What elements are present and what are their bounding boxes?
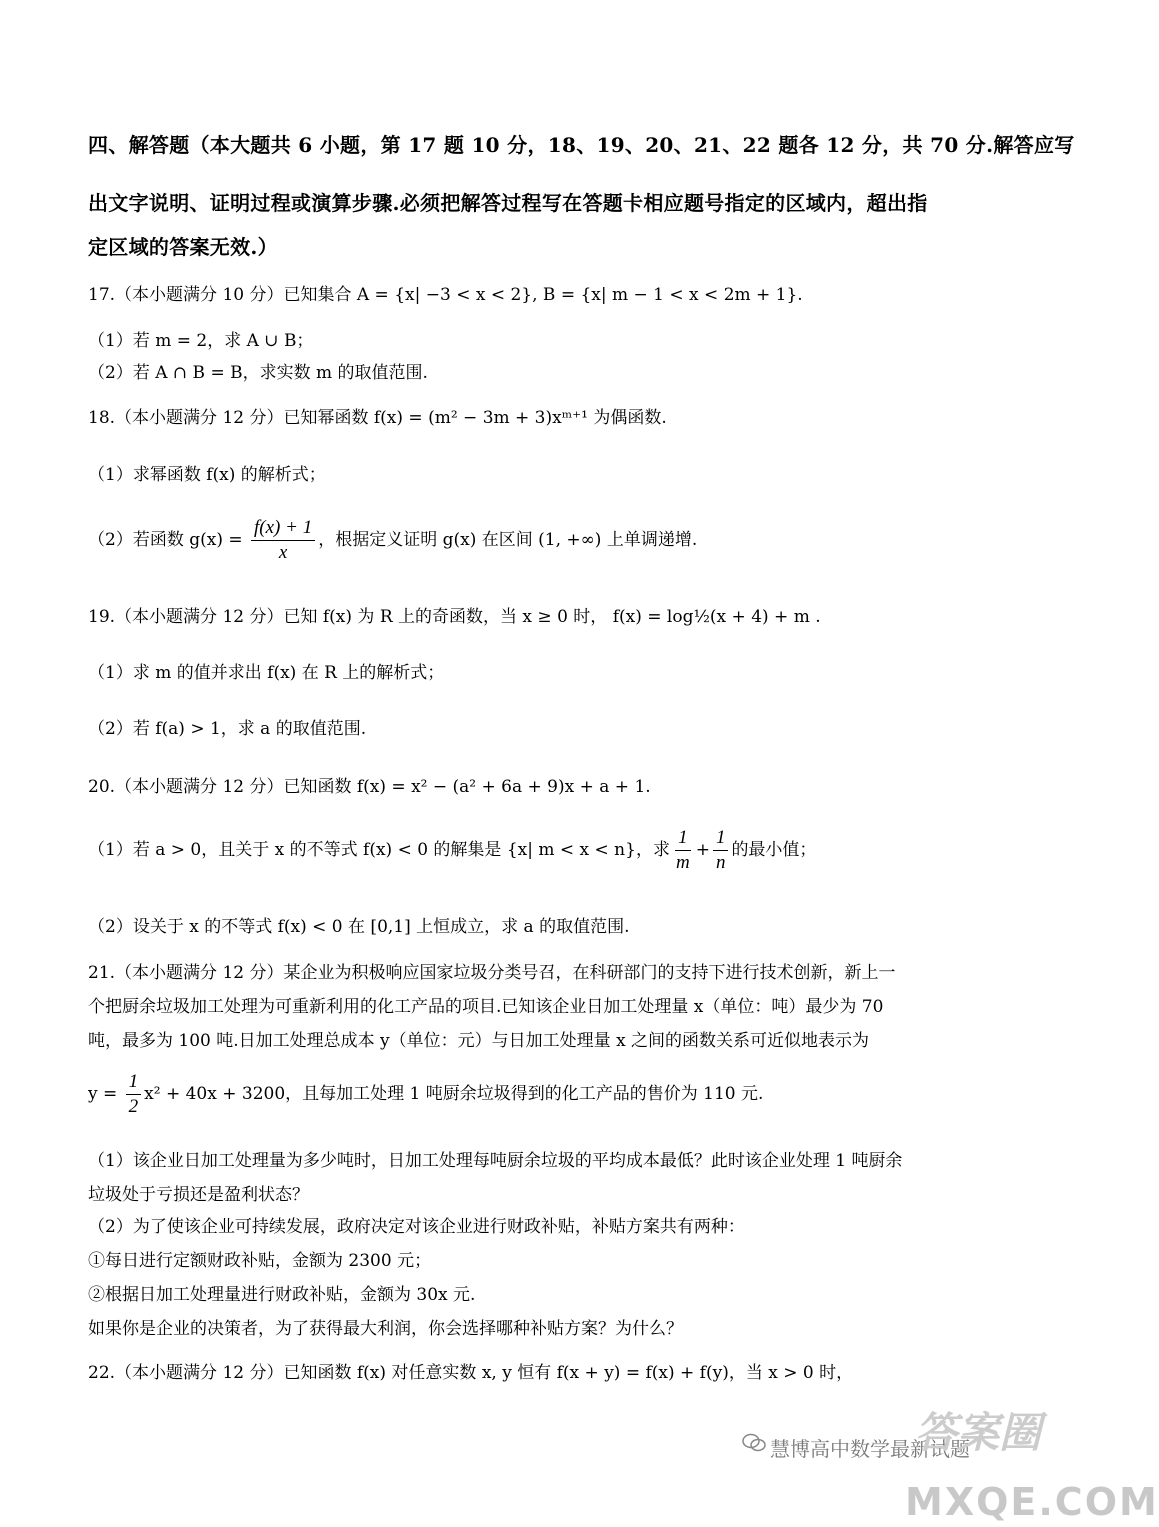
- q21-stem-line-1: 21.（本小题满分 12 分）某企业为积极响应国家垃圾分类号召，在科研部门的支持下进行技术创新，新上一: [88, 963, 896, 983]
- q21-formula-lead: y =: [88, 1084, 123, 1104]
- q21-fraction-numerator: 1: [126, 1070, 142, 1095]
- q20-part-1-lead: （1）若 a > 0，且关于 x 的不等式 f(x) < 0 的解集是 {x| m < x < n}，求: [88, 840, 670, 860]
- q17-stem: 17.（本小题满分 10 分）已知集合 A = {x| −3 < x < 2}, B = {x| m − 1 < x < 2m + 1}.: [88, 285, 803, 305]
- q21-question: 如果你是企业的决策者，为了获得最大利润，你会选择哪种补贴方案？为什么？: [88, 1319, 683, 1339]
- q21-stem-line-3: 吨，最多为 100 吨.日加工处理总成本 y（单位：元）与日加工处理量 x 之间的函数关系可近似地表示为: [88, 1031, 870, 1051]
- q18-part-2: [88, 516, 697, 565]
- q20-stem: 20.（本小题满分 12 分）已知函数 f(x) = x² − (a² + 6a + 9)x + a + 1.: [88, 777, 651, 797]
- q21-option-2: ②根据日加工处理量进行财政补贴，金额为 30x 元.: [88, 1285, 476, 1305]
- q18-fraction-numerator: f(x) + 1: [251, 516, 315, 541]
- watermark-logo: 答案圈: [915, 1408, 1042, 1457]
- q18-part-1: （1）求幂函数 f(x) 的解析式；: [88, 465, 326, 485]
- q21-formula-tail: x² + 40x + 3200，且每加工处理 1 吨厨余垃圾得到的化工产品的售价为 110 元.: [144, 1084, 764, 1104]
- q20-fraction-2: [713, 826, 729, 875]
- q20-part-2: （2）设关于 x 的不等式 f(x) < 0 在 [0,1] 上恒成立，求 a 的取值范围.: [88, 917, 630, 937]
- q19-part-2: （2）若 f(a) > 1，求 a 的取值范围.: [88, 719, 367, 739]
- q18-stem: 18.（本小题满分 12 分）已知幂函数 f(x) = (m² − 3m + 3)xᵐ⁺¹ 为偶函数.: [88, 408, 667, 428]
- q20-fraction-1: [673, 826, 693, 875]
- q20-fraction-1-denominator: m: [675, 852, 690, 873]
- q20-part-1-tail: 的最小值；: [731, 840, 817, 860]
- q19-part-1: （1）求 m 的值并求出 f(x) 在 R 上的解析式；: [88, 663, 445, 683]
- wechat-icon: [742, 1432, 766, 1456]
- q18-part-2-tail: ，根据定义证明 g(x) 在区间 (1, +∞) 上单调递增.: [318, 530, 698, 550]
- q22-stem: 22.（本小题满分 12 分）已知函数 f(x) 对任意实数 x, y 恒有 f(x + y) = f(x) + f(y)，当 x > 0 时，: [88, 1363, 854, 1383]
- q17-part-2: （2）若 A ∩ B = B，求实数 m 的取值范围.: [88, 363, 428, 383]
- q20-fraction-2-numerator: 1: [713, 826, 729, 851]
- q21-fraction: [126, 1070, 142, 1119]
- section-header-line-1: 四、解答题（本大题共 6 小题，第 17 题 10 分，18、19、20、21、22 题各 12 分，共 70 分.解答应写: [88, 133, 1075, 157]
- watermark-source-text: 慧博高中数学最新试题: [770, 1437, 970, 1461]
- q21-part-2: （2）为了使该企业可持续发展，政府决定对该企业进行财政补贴，补贴方案共有两种：: [88, 1217, 745, 1237]
- q17-part-1: （1）若 m = 2，求 A ∪ B；: [88, 331, 314, 351]
- q21-fraction-denominator: 2: [128, 1096, 139, 1117]
- q19-stem: 19.（本小题满分 12 分）已知 f(x) 为 R 上的奇函数，当 x ≥ 0 时， f(x) = log½(x + 4) + m .: [88, 607, 821, 627]
- q21-part-1-line-2: 垃圾处于亏损还是盈利状态？: [88, 1185, 309, 1205]
- section-header-line-2: 出文字说明、证明过程或演算步骤.必须把解答过程写在答题卡相应题号指定的区域内，超出指: [88, 191, 928, 215]
- q21-option-1: ①每日进行定额财政补贴，金额为 2300 元；: [88, 1251, 432, 1271]
- watermark-site: MXQE.COM: [905, 1480, 1159, 1524]
- q18-fraction: [251, 516, 315, 565]
- q18-part-2-lead: （2）若函数 g(x) =: [88, 530, 249, 550]
- q20-plus-sign: +: [695, 840, 710, 860]
- q20-fraction-1-numerator: 1: [675, 826, 691, 851]
- q21-part-1-line-1: （1）该企业日加工处理量为多少吨时，日加工处理每吨厨余垃圾的平均成本最低？此时该企业处理 1 吨厨余: [88, 1151, 903, 1171]
- q20-fraction-2-denominator: n: [715, 852, 726, 873]
- q21-formula-line: [88, 1070, 763, 1119]
- q18-fraction-denominator: x: [278, 542, 288, 563]
- q20-part-1: [88, 826, 816, 875]
- section-header-line-3: 定区域的答案无效.）: [88, 235, 278, 259]
- q21-stem-line-2: 个把厨余垃圾加工处理为可重新利用的化工产品的项目.已知该企业日加工处理量 x（单位：吨）最少为 70: [88, 997, 884, 1017]
